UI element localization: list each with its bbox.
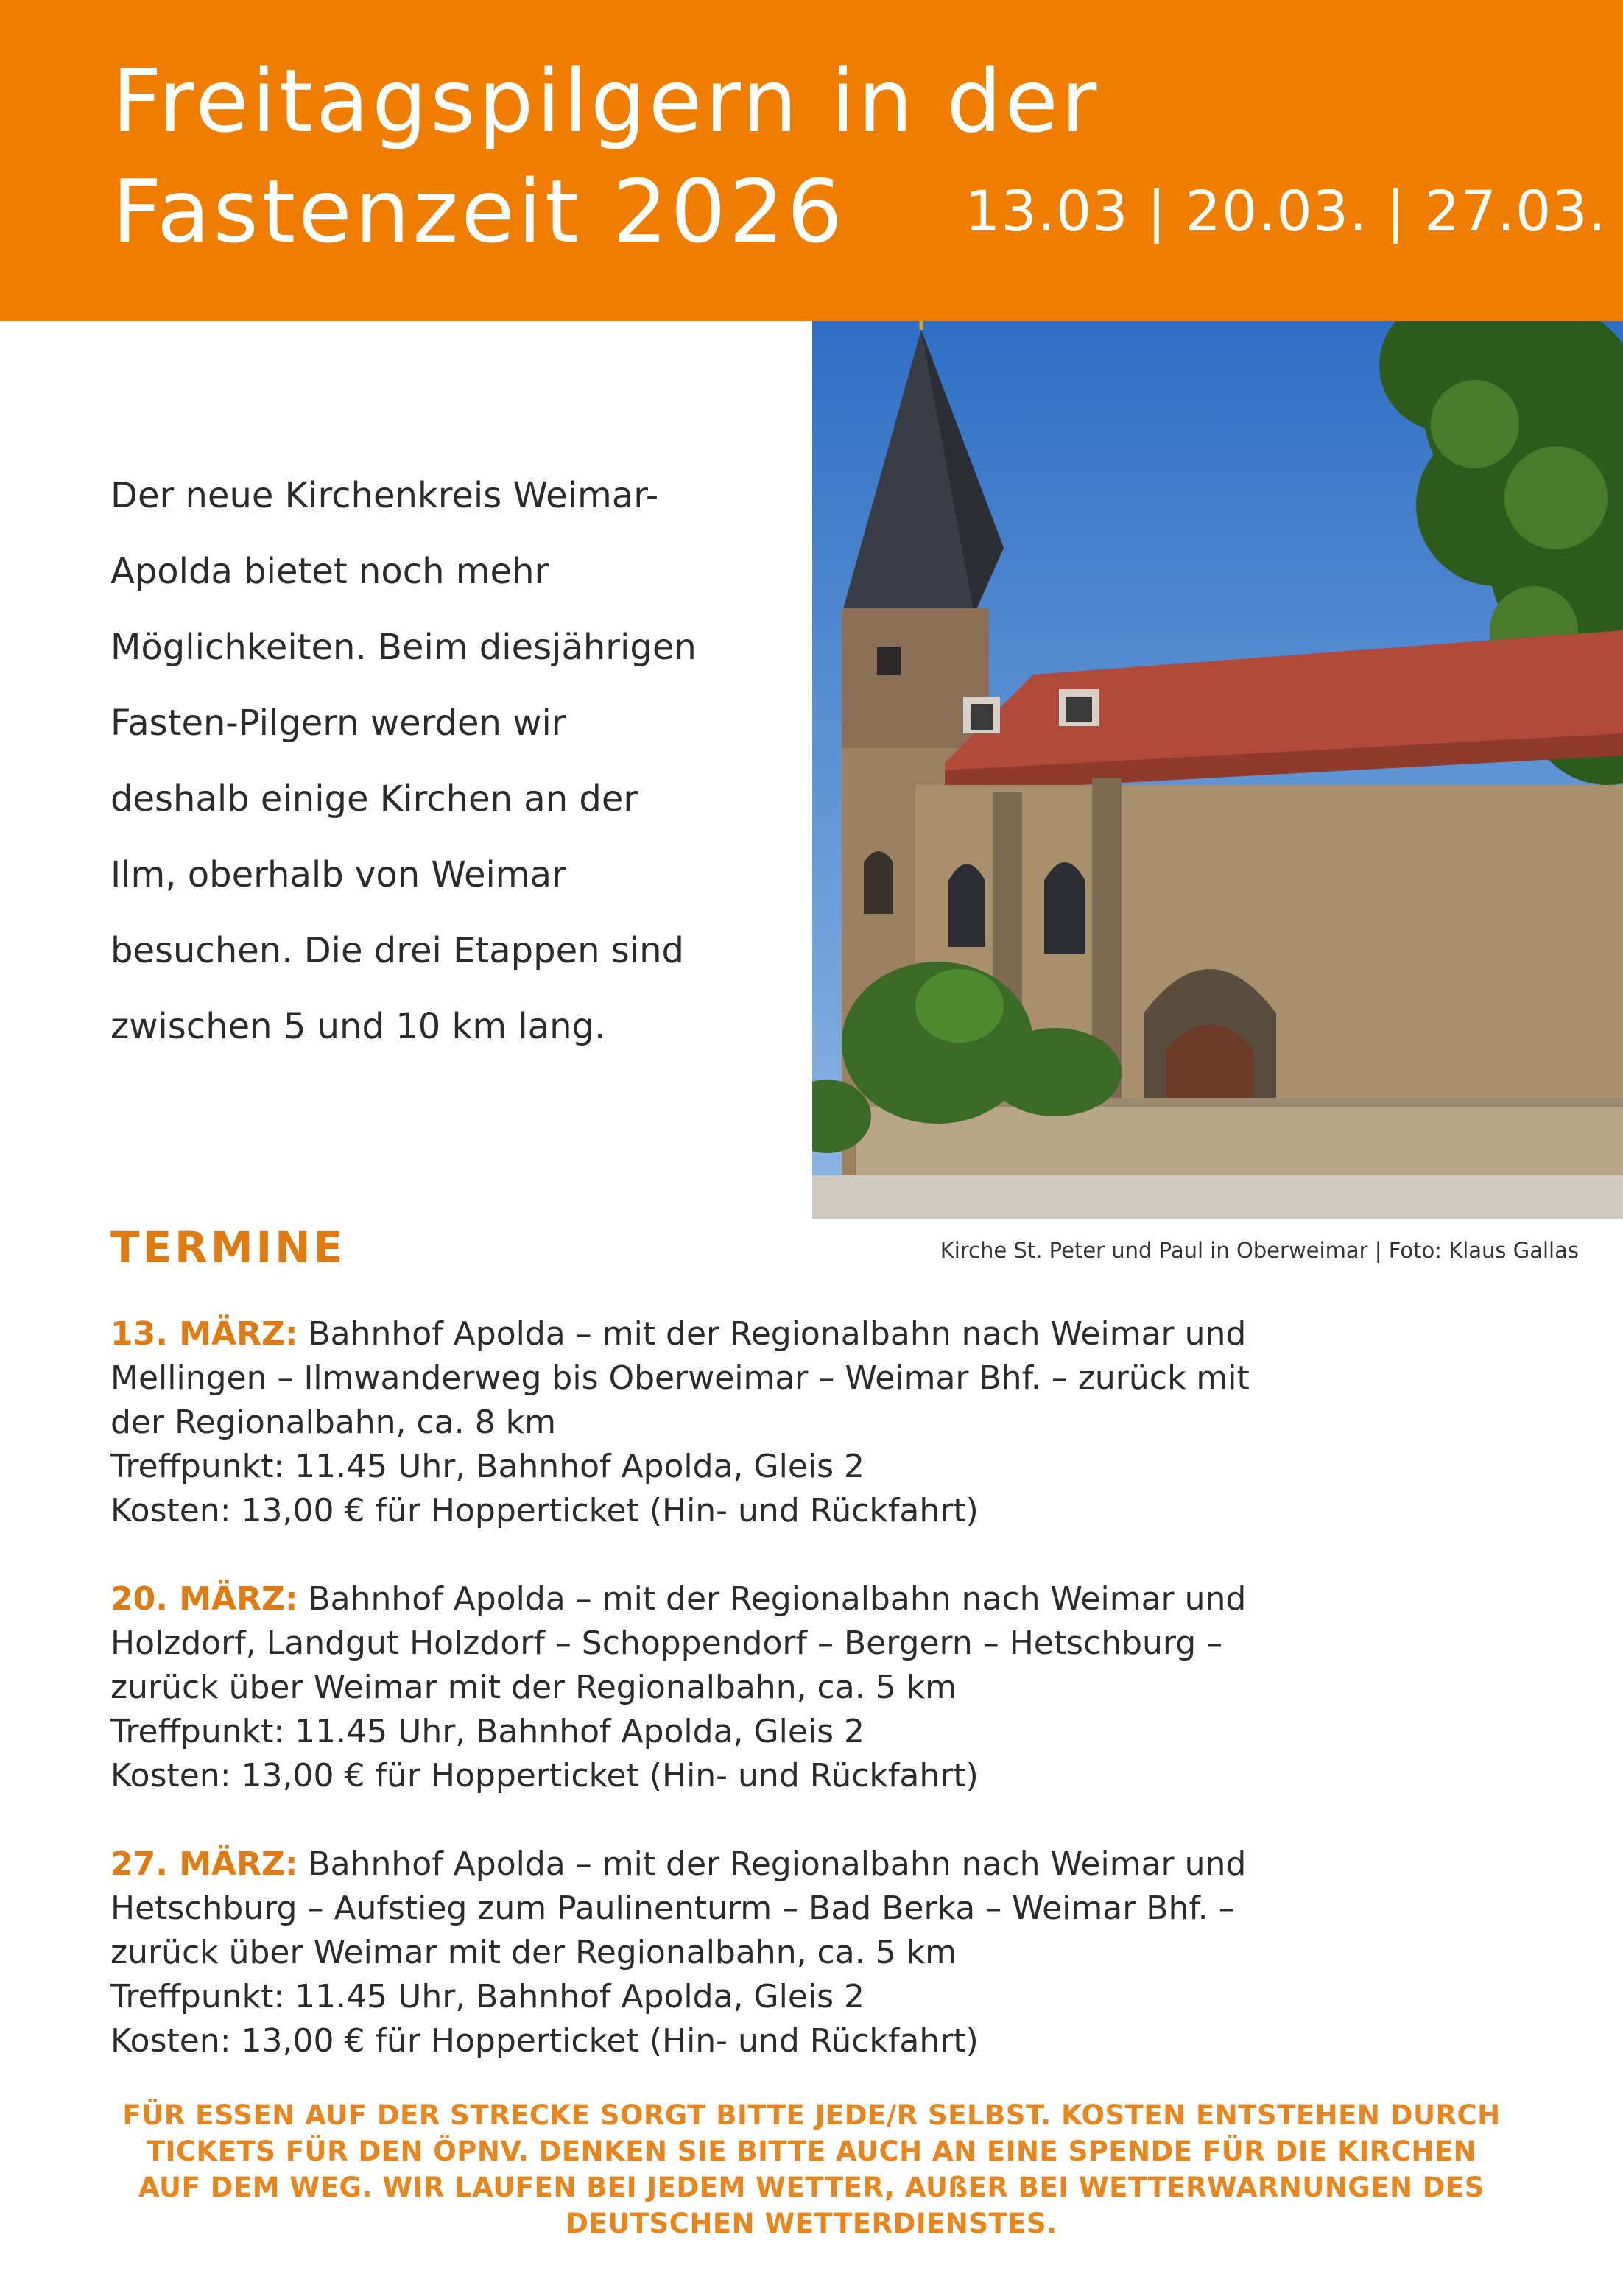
- event-date: 27. MÄRZ:: [110, 1845, 298, 1883]
- event-meeting-point: Treffpunkt: 11.45 Uhr, Bahnhof Apolda, Gleis 2: [110, 1713, 865, 1750]
- event-entry: [110, 1842, 1495, 2063]
- intro-line: Möglichkeiten. Beim diesjährigen: [110, 627, 697, 668]
- header-banner: [0, 0, 1623, 321]
- event-entry: [110, 1577, 1495, 1798]
- event-date: 20. MÄRZ:: [110, 1580, 298, 1618]
- event-line: Bahnhof Apolda – mit der Regionalbahn nach Weimar und: [298, 1315, 1247, 1353]
- footer-note-line: TICKETS FÜR DEN ÖPNV. DENKEN SIE BITTE AUCH AN EINE SPENDE FÜR DIE KIRCHEN: [146, 2135, 1477, 2167]
- intro-text: [110, 458, 788, 1065]
- event-line: Bahnhof Apolda – mit der Regionalbahn nach Weimar und: [298, 1845, 1247, 1883]
- header-dates: 13.03 | 20.03. | 27.03.: [965, 178, 1607, 244]
- intro-line: Apolda bietet noch mehr: [110, 551, 549, 592]
- event-cost: Kosten: 13,00 € für Hopperticket (Hin- und Rückfahrt): [110, 2022, 979, 2060]
- event-line: Holzdorf, Landgut Holzdorf – Schoppendorf – Bergern – Hetschburg –: [110, 1624, 1223, 1662]
- event-cost: Kosten: 13,00 € für Hopperticket (Hin- und Rückfahrt): [110, 1492, 979, 1529]
- footer-note-line: DEUTSCHEN WETTERDIENSTES.: [566, 2208, 1057, 2239]
- footer-note-line: AUF DEM WEG. WIR LAUFEN BEI JEDEM WETTER, AUßER BEI WETTERWARNUNGEN DES: [138, 2172, 1485, 2203]
- event-cost: Kosten: 13,00 € für Hopperticket (Hin- und Rückfahrt): [110, 1757, 979, 1795]
- event-line: Bahnhof Apolda – mit der Regionalbahn nach Weimar und: [298, 1580, 1247, 1618]
- event-line: der Regionalbahn, ca. 8 km: [110, 1404, 556, 1441]
- event-line: Hetschburg – Aufstieg zum Paulinenturm – Bad Berka – Weimar Bhf. –: [110, 1890, 1235, 1927]
- title-line-2: Fastenzeit 2026: [112, 161, 845, 262]
- street: [812, 1175, 1623, 1219]
- intro-line: zwischen 5 und 10 km lang.: [110, 1006, 606, 1047]
- event-line: zurück über Weimar mit der Regionalbahn, ca. 5 km: [110, 1934, 957, 1971]
- event-line: Mellingen – Ilmwanderweg bis Oberweimar – Weimar Bhf. – zurück mit: [110, 1359, 1250, 1397]
- intro-line: Der neue Kirchenkreis Weimar-: [110, 475, 659, 516]
- event-first-line: [110, 1577, 1495, 1621]
- title-line-1: Freitagspilgern in der: [112, 50, 1100, 152]
- intro-line: Fasten-Pilgern werden wir: [110, 702, 566, 744]
- event-line: zurück über Weimar mit der Regionalbahn, ca. 5 km: [110, 1669, 957, 1706]
- footer-note: [110, 2097, 1513, 2242]
- photo-caption: Kirche St. Peter und Paul in Oberweimar | Foto: Klaus Gallas: [940, 1238, 1579, 1263]
- intro-line: deshalb einige Kirchen an der: [110, 778, 638, 820]
- event-first-line: [110, 1312, 1495, 1356]
- event-date: 13. MÄRZ:: [110, 1315, 298, 1353]
- event-meeting-point: Treffpunkt: 11.45 Uhr, Bahnhof Apolda, Gleis 2: [110, 1448, 865, 1485]
- event-entry: [110, 1312, 1495, 1533]
- intro-line: Ilm, oberhalb von Weimar: [110, 854, 566, 895]
- church-photo: [812, 321, 1623, 1219]
- termine-heading: TERMINE: [110, 1222, 346, 1272]
- intro-line: besuchen. Die drei Etappen sind: [110, 930, 685, 971]
- event-meeting-point: Treffpunkt: 11.45 Uhr, Bahnhof Apolda, Gleis 2: [110, 1978, 865, 2015]
- page-title: [112, 46, 1099, 267]
- footer-note-line: FÜR ESSEN AUF DER STRECKE SORGT BITTE JEDE/R SELBST. KOSTEN ENTSTEHEN DURCH: [122, 2099, 1501, 2131]
- event-first-line: [110, 1842, 1495, 1887]
